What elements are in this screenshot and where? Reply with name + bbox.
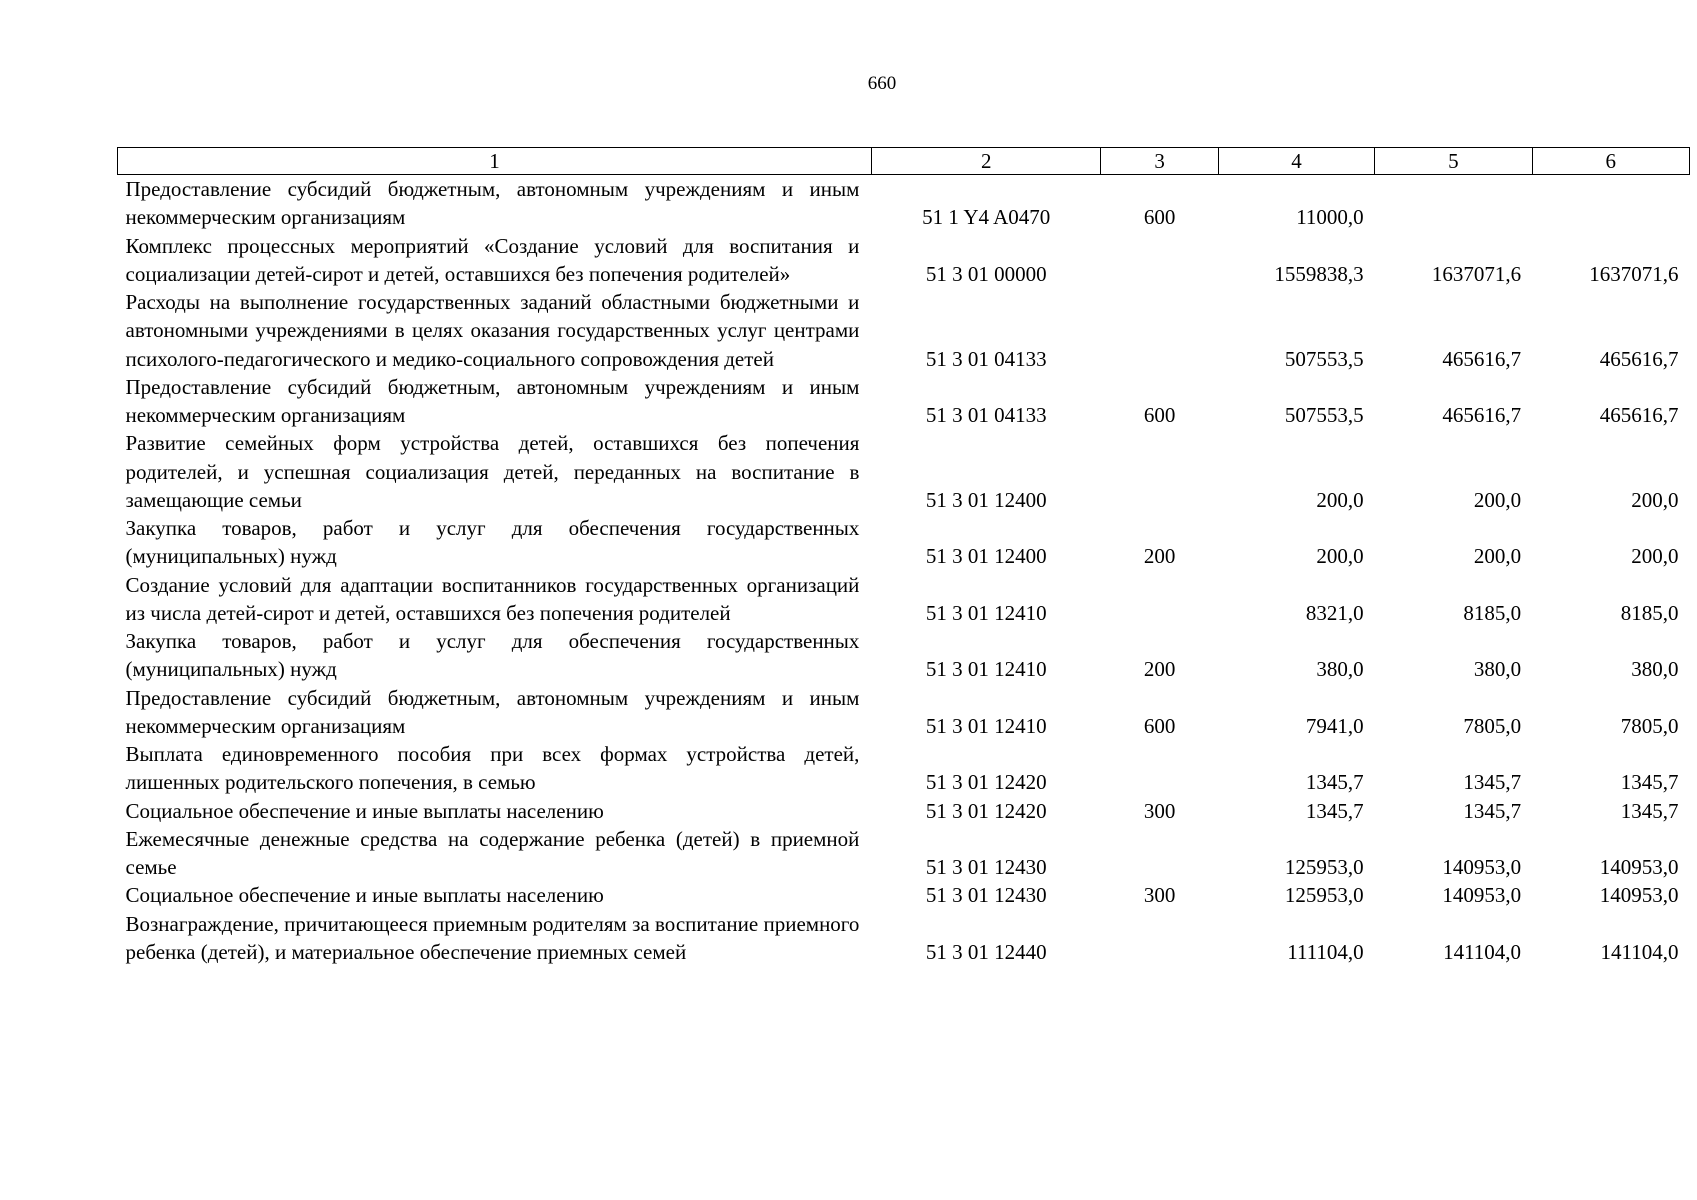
row-amount-col6: 380,0: [1631, 657, 1679, 682]
row-amount-col6: 1345,7: [1620, 798, 1679, 823]
table-row: [118, 232, 1690, 289]
row-expense-type: [1101, 288, 1218, 373]
column-header-3: 3: [1101, 148, 1218, 175]
row-amount-col6: 141104,0: [1600, 939, 1679, 964]
row-expense-type: 200: [1143, 544, 1176, 569]
row-name: Предоставление субсидий бюджетным, автономным учреждениям и иным некоммерческим организациям: [125, 177, 860, 230]
row-name: Ежемесячные денежные средства на содержание ребенка (детей) в приемной семье: [125, 826, 860, 879]
row-code: 51 3 01 04133: [925, 403, 1047, 427]
table-row: [118, 797, 1690, 825]
row-code: 51 3 01 12400: [925, 487, 1047, 512]
row-amount-col6: 465616,7: [1599, 346, 1679, 371]
row-amount-col4: 200,0: [1316, 487, 1364, 512]
row-amount-col4: 1345,7: [1305, 798, 1364, 823]
row-code: 51 3 01 12440: [925, 939, 1047, 964]
row-code: 51 3 01 12410: [925, 600, 1047, 625]
row-amount-col4: 125953,0: [1284, 883, 1364, 908]
row-amount-col5: 380,0: [1473, 657, 1522, 682]
row-code: 51 3 01 12430: [925, 855, 1047, 879]
row-amount-col5: 140953,0: [1442, 855, 1522, 879]
table-row: [118, 910, 1690, 967]
row-amount-col5: 140953,0: [1442, 883, 1522, 908]
row-expense-type: 200: [1143, 657, 1176, 682]
row-expense-type: [1101, 740, 1218, 797]
row-amount-col6: [1532, 175, 1689, 232]
row-name: Закупка товаров, работ и услуг для обеспечения государственных (муниципальных) нужд: [125, 516, 860, 569]
row-name: Создание условий для адаптации воспитанников государственных организаций из числа детей-сирот и детей, оставшихся без попечения родителей: [125, 572, 860, 625]
row-code: 51 1 Y4 A0470: [922, 205, 1051, 230]
row-amount-col4: 125953,0: [1284, 855, 1364, 879]
row-expense-type: [1101, 571, 1218, 628]
row-expense-type: 600: [1143, 205, 1176, 230]
table-row: [118, 175, 1690, 232]
row-amount-col5: 1345,7: [1463, 770, 1522, 795]
table-row: [118, 881, 1690, 909]
column-header-6: 6: [1532, 148, 1689, 175]
row-amount-col6: 8185,0: [1620, 600, 1679, 625]
row-name: Развитие семейных форм устройства детей, оставшихся без попечения родителей, и успешная социализация детей, переданных на воспитание в замещающие семьи: [125, 431, 860, 512]
table-row: [118, 684, 1690, 741]
column-header-5: 5: [1375, 148, 1532, 175]
row-code: 51 3 01 12420: [925, 798, 1047, 823]
row-amount-col6: 140953,0: [1599, 855, 1679, 879]
column-header-4: 4: [1218, 148, 1374, 175]
row-name: Вознаграждение, причитающееся приемным родителям за воспитание приемного ребенка (детей), и материальное обеспечение приемных семей: [125, 911, 860, 964]
table-row: [118, 740, 1690, 797]
row-amount-col5: 8185,0: [1463, 600, 1522, 625]
row-expense-type: [1101, 910, 1218, 967]
row-amount-col6: 1637071,6: [1589, 261, 1679, 286]
row-amount-col4: 7941,0: [1305, 713, 1364, 738]
row-amount-col5: 200,0: [1473, 487, 1522, 512]
row-expense-type: 600: [1143, 403, 1176, 427]
row-code: 51 3 01 04133: [925, 346, 1047, 371]
row-amount-col4: 1345,7: [1305, 770, 1364, 795]
row-expense-type: [1101, 825, 1218, 882]
row-amount-col4: 200,0: [1316, 544, 1364, 569]
row-expense-type: [1101, 232, 1218, 289]
page-number: 660: [867, 73, 897, 94]
row-name: Расходы на выполнение государственных заданий областными бюджетными и автономными учреждениями в целях оказания государственных услуг центрами психолого-педагогического и медико-социального сопровождения детей: [125, 290, 860, 371]
row-amount-col4: 8321,0: [1305, 600, 1364, 625]
row-amount-col4: 380,0: [1316, 657, 1364, 682]
table-row: [118, 627, 1690, 684]
row-amount-col6: 1345,7: [1620, 770, 1679, 795]
row-amount-col6: 200,0: [1631, 487, 1679, 512]
row-amount-col4: 507553,5: [1284, 346, 1364, 371]
row-amount-col6: 465616,7: [1599, 403, 1679, 427]
header-row: [118, 148, 1690, 175]
table-body: [118, 175, 1690, 967]
row-expense-type: 300: [1143, 798, 1176, 823]
table-row: [118, 514, 1690, 571]
row-expense-type: 300: [1143, 883, 1176, 908]
table-row: [118, 288, 1690, 373]
row-code: 51 3 01 12430: [925, 883, 1047, 908]
row-amount-col4: 111104,0: [1287, 939, 1364, 964]
row-name: Социальное обеспечение и иные выплаты населению: [125, 798, 604, 823]
row-code: 51 3 01 12400: [925, 544, 1047, 569]
row-code: 51 3 01 12420: [925, 770, 1047, 795]
table-row: [118, 571, 1690, 628]
row-amount-col5: 465616,7: [1442, 346, 1522, 371]
row-code: 51 3 01 12410: [925, 713, 1047, 738]
column-header-2: 2: [871, 148, 1101, 175]
row-code: 51 3 01 00000: [925, 261, 1047, 286]
row-amount-col5: [1375, 175, 1532, 232]
row-amount-col5: 1637071,6: [1431, 261, 1522, 286]
row-expense-type: [1101, 429, 1218, 514]
row-name: Предоставление субсидий бюджетным, автономным учреждениям и иным некоммерческим организациям: [125, 374, 860, 427]
row-name: Комплекс процессных мероприятий «Создание условий для воспитания и социализации детей-сирот и детей, оставшихся без попечения родителей»: [125, 233, 860, 286]
table-row: [118, 429, 1690, 514]
row-amount-col4: 11000,0: [1296, 205, 1364, 230]
budget-table: [117, 147, 1690, 966]
row-amount-col6: 200,0: [1631, 544, 1679, 569]
row-amount-col6: 140953,0: [1599, 883, 1679, 908]
table-row: [118, 373, 1690, 430]
row-name: Закупка товаров, работ и услуг для обеспечения государственных (муниципальных) нужд: [125, 629, 860, 682]
row-name: Социальное обеспечение и иные выплаты населению: [125, 883, 604, 908]
row-amount-col4: 507553,5: [1284, 403, 1364, 427]
row-name: Выплата единовременного пособия при всех формах устройства детей, лишенных родительского попечения, в семью: [125, 742, 860, 795]
row-amount-col6: 7805,0: [1620, 713, 1679, 738]
row-code: 51 3 01 12410: [925, 657, 1047, 682]
row-amount-col5: 7805,0: [1463, 713, 1522, 738]
row-amount-col5: 465616,7: [1442, 403, 1522, 427]
row-expense-type: 600: [1143, 713, 1176, 738]
row-amount-col5: 141104,0: [1443, 939, 1522, 964]
row-amount-col5: 200,0: [1473, 544, 1522, 569]
row-amount-col5: 1345,7: [1463, 798, 1522, 823]
table-row: [118, 825, 1690, 882]
column-header-1: 1: [118, 148, 872, 175]
row-amount-col4: 1559838,3: [1274, 261, 1364, 286]
row-name: Предоставление субсидий бюджетным, автономным учреждениям и иным некоммерческим организациям: [125, 685, 860, 738]
